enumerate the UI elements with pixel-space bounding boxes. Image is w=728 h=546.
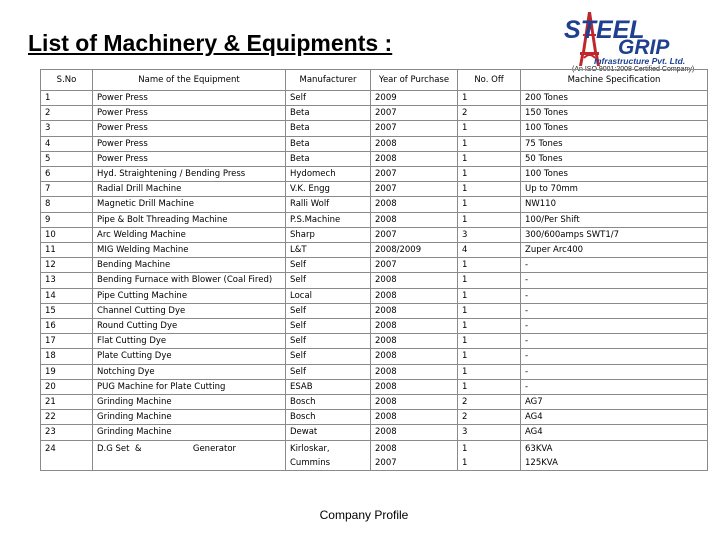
table-cell: 1 — [458, 349, 521, 364]
table-cell: Plate Cutting Dye — [93, 349, 286, 364]
table-row — [41, 379, 708, 394]
table-cell: Power Press — [93, 151, 286, 166]
table-cell: 2008 2007 — [371, 440, 458, 470]
table-cell: 13 — [41, 273, 93, 288]
table-cell: - — [521, 334, 708, 349]
table-cell: 2008 — [371, 303, 458, 318]
table-cell: 100 Tones — [521, 121, 708, 136]
page-title: List of Machinery & Equipments : — [28, 30, 393, 56]
table-row — [41, 243, 708, 258]
table-cell: 23 — [41, 425, 93, 440]
table-row — [41, 197, 708, 212]
table-cell: 2008 — [371, 273, 458, 288]
table-cell: 5 — [41, 151, 93, 166]
table-cell: Local — [286, 288, 371, 303]
table-row — [41, 212, 708, 227]
column-header: No. Off — [458, 70, 521, 91]
table-cell: 12 — [41, 258, 93, 273]
table-cell: Round Cutting Dye — [93, 319, 286, 334]
table-cell: Radial Drill Machine — [93, 182, 286, 197]
column-header: Manufacturer — [286, 70, 371, 91]
table-cell: Self — [286, 273, 371, 288]
table-row — [41, 395, 708, 410]
table-cell: 75 Tones — [521, 136, 708, 151]
table-cell: 2008 — [371, 395, 458, 410]
table-cell: Beta — [286, 121, 371, 136]
table-cell: 24 — [41, 440, 93, 470]
table-cell: L&T — [286, 243, 371, 258]
table-cell: 8 — [41, 197, 93, 212]
table-cell: Beta — [286, 151, 371, 166]
table-cell: 2008 — [371, 288, 458, 303]
table-cell: Bending Machine — [93, 258, 286, 273]
table-row — [41, 440, 708, 470]
table-cell: - — [521, 364, 708, 379]
table-cell: 1 — [458, 303, 521, 318]
table-cell: 1 — [458, 121, 521, 136]
table-cell: 14 — [41, 288, 93, 303]
table-cell: 20 — [41, 379, 93, 394]
table-cell: Grinding Machine — [93, 410, 286, 425]
table-cell: Hyd. Straightening / Bending Press — [93, 167, 286, 182]
table-cell: 1 — [458, 288, 521, 303]
table-cell: Self — [286, 303, 371, 318]
table-cell: 6 — [41, 167, 93, 182]
table-cell: 2008 — [371, 379, 458, 394]
table-cell: - — [521, 319, 708, 334]
table-row — [41, 121, 708, 136]
table-cell: 2008 — [371, 197, 458, 212]
table-cell: 10 — [41, 227, 93, 242]
table-cell: AG4 — [521, 410, 708, 425]
table-cell: 2008/2009 — [371, 243, 458, 258]
table-cell: 1 1 — [458, 440, 521, 470]
table-row — [41, 106, 708, 121]
table-row — [41, 303, 708, 318]
table-cell: Pipe Cutting Machine — [93, 288, 286, 303]
table-cell: Self — [286, 349, 371, 364]
table-cell: Power Press — [93, 91, 286, 106]
table-cell: - — [521, 303, 708, 318]
table-cell: Bending Furnace with Blower (Coal Fired) — [93, 273, 286, 288]
table-cell: 1 — [458, 319, 521, 334]
table-cell: 11 — [41, 243, 93, 258]
table-cell: 17 — [41, 334, 93, 349]
column-header: Year of Purchase — [371, 70, 458, 91]
table-row — [41, 136, 708, 151]
table-cell: Kirloskar, Cummins — [286, 440, 371, 470]
table-cell: P.S.Machine — [286, 212, 371, 227]
table-cell: 1 — [458, 182, 521, 197]
table-cell: Self — [286, 258, 371, 273]
table-cell: 4 — [41, 136, 93, 151]
table-row — [41, 425, 708, 440]
table-cell: Self — [286, 364, 371, 379]
machinery-table — [40, 69, 708, 471]
table-cell: Notching Dye — [93, 364, 286, 379]
table-cell: 1 — [458, 167, 521, 182]
table-cell: Bosch — [286, 410, 371, 425]
table-cell: 2008 — [371, 151, 458, 166]
table-cell: Grinding Machine — [93, 425, 286, 440]
table-cell: Self — [286, 319, 371, 334]
table-cell: Power Press — [93, 121, 286, 136]
table-cell: 2007 — [371, 227, 458, 242]
column-header: S.No — [41, 70, 93, 91]
table-cell: 1 — [458, 364, 521, 379]
table-cell: 1 — [458, 91, 521, 106]
table-cell: 150 Tones — [521, 106, 708, 121]
table-cell: 63KVA 125KVA — [521, 440, 708, 470]
table-cell: Magnetic Drill Machine — [93, 197, 286, 212]
table-cell: - — [521, 258, 708, 273]
column-header: Name of the Equipment — [93, 70, 286, 91]
table-cell: AG7 — [521, 395, 708, 410]
table-cell: - — [521, 379, 708, 394]
table-cell: 2 — [458, 106, 521, 121]
table-cell: 3 — [458, 425, 521, 440]
table-cell: 2008 — [371, 319, 458, 334]
table-cell: Power Press — [93, 136, 286, 151]
table-cell: ESAB — [286, 379, 371, 394]
table-row — [41, 349, 708, 364]
logo-line-4: (An ISO 9001:2008 Certified Company) — [572, 66, 695, 73]
table-cell: 2 — [41, 106, 93, 121]
table-cell: Channel Cutting Dye — [93, 303, 286, 318]
table-cell: - — [521, 288, 708, 303]
table-row — [41, 182, 708, 197]
table-cell: 1 — [458, 273, 521, 288]
table-cell: 2008 — [371, 349, 458, 364]
table-cell: 200 Tones — [521, 91, 708, 106]
table-cell: 2008 — [371, 425, 458, 440]
table-cell: 300/600amps SWT1/7 — [521, 227, 708, 242]
table-cell: 2008 — [371, 364, 458, 379]
table-cell: 2008 — [371, 334, 458, 349]
table-cell: 100 Tones — [521, 167, 708, 182]
table-cell: 2007 — [371, 182, 458, 197]
table-cell: Sharp — [286, 227, 371, 242]
table-cell: 1 — [458, 334, 521, 349]
table-cell: 100/Per Shift — [521, 212, 708, 227]
table-cell: 2007 — [371, 258, 458, 273]
table-cell: 2007 — [371, 121, 458, 136]
table-cell: Bosch — [286, 395, 371, 410]
table-row — [41, 151, 708, 166]
table-cell: 50 Tones — [521, 151, 708, 166]
table-cell: Flat Cutting Dye — [93, 334, 286, 349]
table-cell: Beta — [286, 136, 371, 151]
table-header-row — [41, 70, 708, 91]
table-cell: 16 — [41, 319, 93, 334]
table-cell: 1 — [458, 258, 521, 273]
table-cell: MIG Welding Machine — [93, 243, 286, 258]
table-row — [41, 334, 708, 349]
column-header: Machine Specification — [521, 70, 708, 91]
table-cell: 4 — [458, 243, 521, 258]
table-cell: 1 — [41, 91, 93, 106]
table-cell: Up to 70mm — [521, 182, 708, 197]
table-cell: Pipe & Bolt Threading Machine — [93, 212, 286, 227]
table-cell: AG4 — [521, 425, 708, 440]
table-cell: 2008 — [371, 136, 458, 151]
table-row — [41, 288, 708, 303]
footer-text: Company Profile — [319, 508, 409, 522]
table-cell: - — [521, 273, 708, 288]
table-row — [41, 364, 708, 379]
table-cell: 19 — [41, 364, 93, 379]
table-cell: Hydomech — [286, 167, 371, 182]
table-row — [41, 91, 708, 106]
table-cell: V.K. Engg — [286, 182, 371, 197]
company-logo — [558, 10, 708, 76]
table-cell: 2 — [458, 410, 521, 425]
table-cell: NW110 — [521, 197, 708, 212]
table-cell: 7 — [41, 182, 93, 197]
table-cell: 1 — [458, 136, 521, 151]
table-row — [41, 167, 708, 182]
table-cell: 3 — [458, 227, 521, 242]
table-cell: 2007 — [371, 167, 458, 182]
table-row — [41, 319, 708, 334]
logo-line-3: Infrastructure Pvt. Ltd. — [594, 56, 686, 66]
table-cell: 21 — [41, 395, 93, 410]
table-cell: Ralli Wolf — [286, 197, 371, 212]
table-cell: 2008 — [371, 410, 458, 425]
table-cell: PUG Machine for Plate Cutting — [93, 379, 286, 394]
table-cell: 2009 — [371, 91, 458, 106]
table-cell: Arc Welding Machine — [93, 227, 286, 242]
table-cell: 1 — [458, 197, 521, 212]
table-cell: 18 — [41, 349, 93, 364]
table-row — [41, 227, 708, 242]
table-cell: 1 — [458, 379, 521, 394]
table-cell: 2008 — [371, 212, 458, 227]
table-row — [41, 273, 708, 288]
table-cell: Power Press — [93, 106, 286, 121]
table-row — [41, 410, 708, 425]
table-cell: Zuper Arc400 — [521, 243, 708, 258]
table-cell: 9 — [41, 212, 93, 227]
logo-line-2: GRIP — [618, 36, 670, 59]
table-cell: 2007 — [371, 106, 458, 121]
table-cell: - — [521, 349, 708, 364]
table-cell: 15 — [41, 303, 93, 318]
table-cell: Self — [286, 334, 371, 349]
table-cell: 2 — [458, 395, 521, 410]
table-cell: 1 — [458, 151, 521, 166]
table-cell: 1 — [458, 212, 521, 227]
table-cell: Dewat — [286, 425, 371, 440]
table-cell: Grinding Machine — [93, 395, 286, 410]
table-cell: 22 — [41, 410, 93, 425]
table-cell: Beta — [286, 106, 371, 121]
table-cell: D.G Set & Generator — [93, 440, 286, 470]
logo-line-1: STEEL — [564, 16, 645, 44]
table-row — [41, 258, 708, 273]
table-cell: Self — [286, 91, 371, 106]
table-cell: 3 — [41, 121, 93, 136]
